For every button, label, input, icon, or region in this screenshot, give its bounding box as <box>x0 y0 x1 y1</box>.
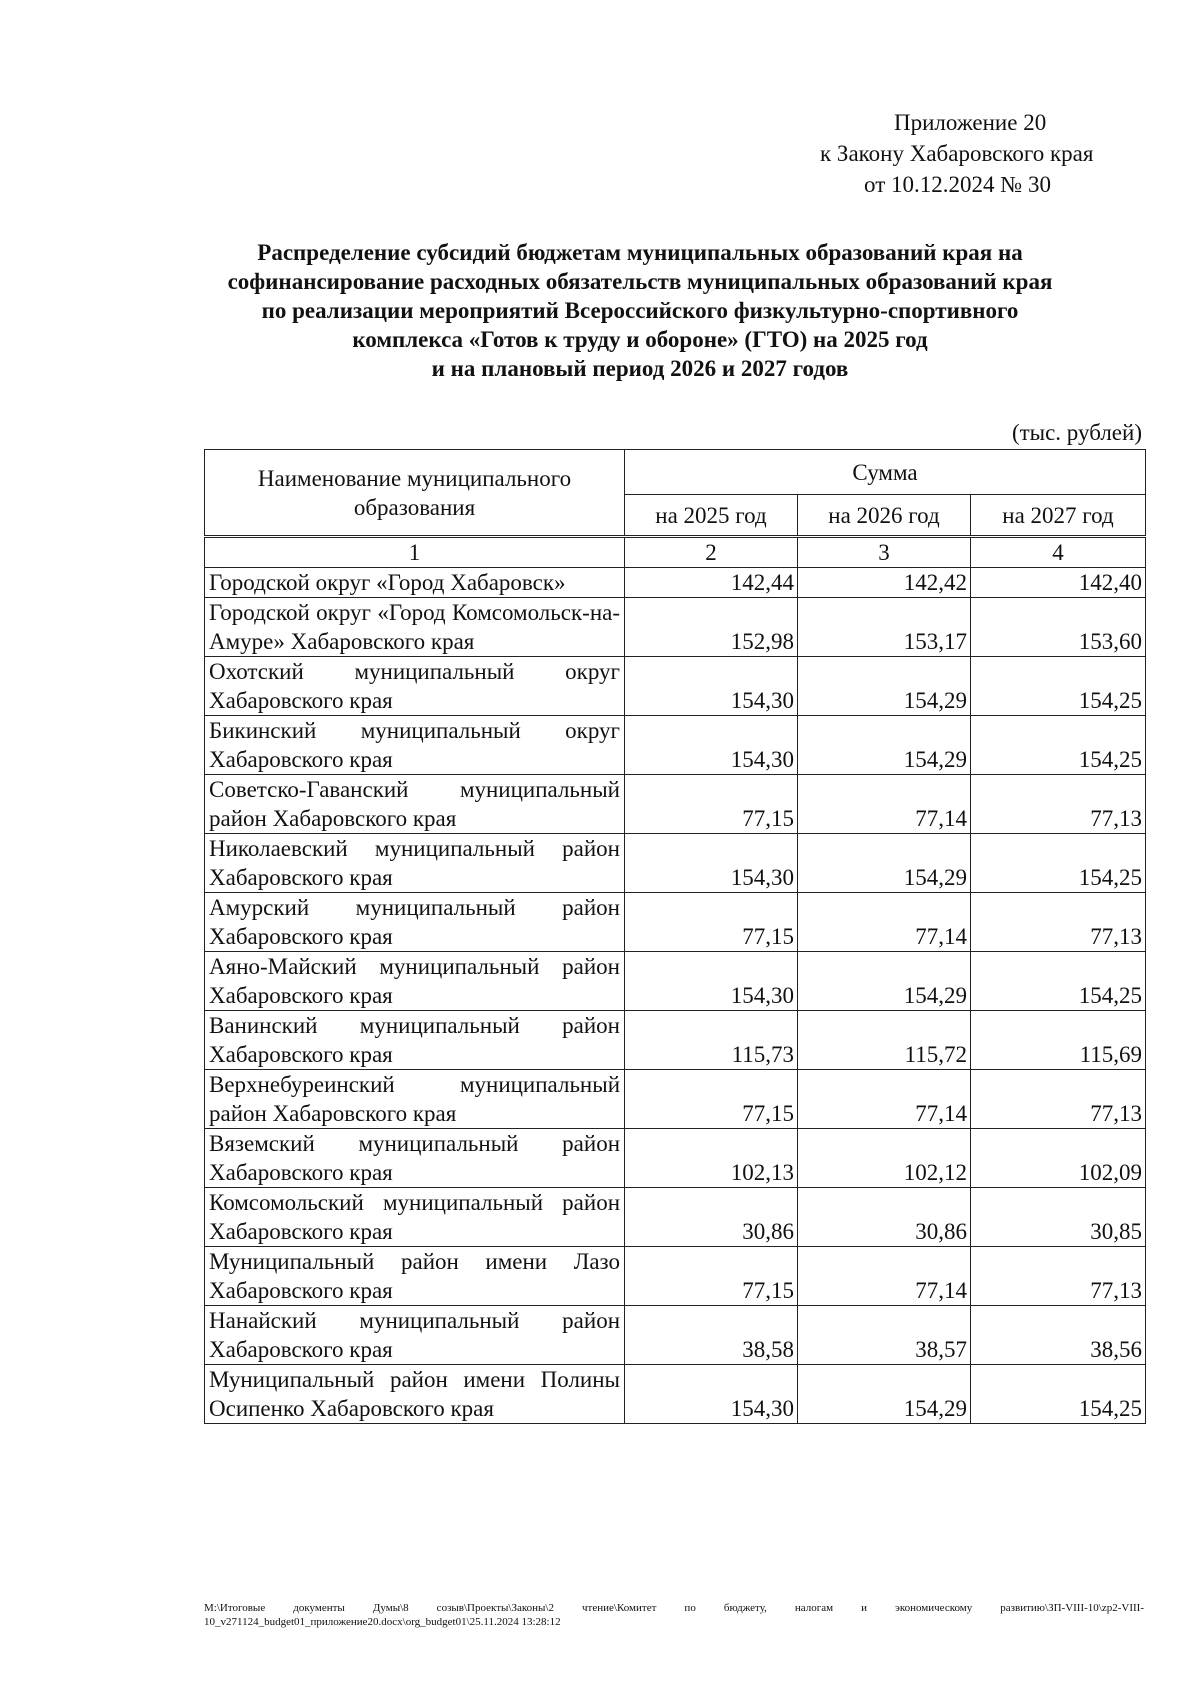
unit-label: (тыс. рублей) <box>1011 420 1142 445</box>
column-number: 1 <box>205 537 625 568</box>
table-row <box>205 1306 1146 1365</box>
table-row <box>205 1365 1146 1424</box>
table-row <box>205 1070 1146 1129</box>
value-2026: 38,57 <box>798 1306 971 1365</box>
title-line: по реализации мероприятий Всероссийского физкультурно-спортивного <box>261 298 1019 323</box>
table-row <box>205 1247 1146 1306</box>
municipality-name: Городской округ «Город Хабаровск» <box>205 568 625 598</box>
value-2027: 115,69 <box>971 1011 1146 1070</box>
value-2025: 77,15 <box>625 1070 798 1129</box>
value-2026: 77,14 <box>798 1070 971 1129</box>
value-2027: 154,25 <box>971 657 1146 716</box>
value-2026: 154,29 <box>798 952 971 1011</box>
value-2025: 115,73 <box>625 1011 798 1070</box>
value-2026: 154,29 <box>798 834 971 893</box>
value-2026: 153,17 <box>798 598 971 657</box>
attachment-block <box>820 107 1150 200</box>
table-row <box>205 952 1146 1011</box>
title-line: и на плановый период 2026 и 2027 годов <box>431 356 849 381</box>
value-2026: 77,14 <box>798 893 971 952</box>
municipality-name: Аяно-Майский муниципальный район Хабаровского края <box>205 952 625 1011</box>
value-2025: 154,30 <box>625 657 798 716</box>
municipality-name: Верхнебуреинский муниципальный район Хабаровского края <box>205 1070 625 1129</box>
column-number: 3 <box>798 537 971 568</box>
value-2026: 102,12 <box>798 1129 971 1188</box>
municipality-name: Амурский муниципальный район Хабаровского края <box>205 893 625 952</box>
value-2027: 153,60 <box>971 598 1146 657</box>
value-2025: 154,30 <box>625 834 798 893</box>
header-sum: Сумма <box>625 450 1146 495</box>
municipality-name: Охотский муниципальный округ Хабаровского края <box>205 657 625 716</box>
municipality-name: Комсомольский муниципальный район Хабаровского края <box>205 1188 625 1247</box>
file-path-footer: М:\Итоговые документы Думы\8 созыв\Проекты\Законы\2 чтение\Комитет по бюджету, налогам и экономическому развитию\ЗП-VIII-10\zp2-VIII-10_v271124_budget01_приложение20.docx\org_budget01\25.11.2024 13:28:12 <box>204 1602 1144 1628</box>
value-2026: 142,42 <box>798 568 971 598</box>
value-2027: 77,13 <box>971 775 1146 834</box>
value-2026: 77,14 <box>798 775 971 834</box>
attachment-date: от 10.12.2024 № 30 <box>864 172 1051 197</box>
value-2025: 77,15 <box>625 775 798 834</box>
municipality-name: Муниципальный район имени Лазо Хабаровского края <box>205 1247 625 1306</box>
value-2026: 115,72 <box>798 1011 971 1070</box>
subsidy-table <box>204 449 1146 1424</box>
municipality-name: Вяземский муниципальный район Хабаровского края <box>205 1129 625 1188</box>
value-2025: 77,15 <box>625 1247 798 1306</box>
value-2027: 77,13 <box>971 1070 1146 1129</box>
municipality-name: Муниципальный район имени Полины Осипенко Хабаровского края <box>205 1365 625 1424</box>
value-2027: 77,13 <box>971 893 1146 952</box>
municipality-name: Ванинский муниципальный район Хабаровского края <box>205 1011 625 1070</box>
table-row <box>205 568 1146 598</box>
value-2025: 154,30 <box>625 716 798 775</box>
attachment-number: Приложение 20 <box>894 110 1047 135</box>
value-2025: 154,30 <box>625 952 798 1011</box>
table-row <box>205 834 1146 893</box>
header-2026: на 2026 год <box>798 495 971 537</box>
table-row <box>205 775 1146 834</box>
value-2027: 30,85 <box>971 1188 1146 1247</box>
table-row <box>205 1129 1146 1188</box>
municipality-name: Городской округ «Город Комсомольск-на-Амуре» Хабаровского края <box>205 598 625 657</box>
municipality-name: Нанайский муниципальный район Хабаровского края <box>205 1306 625 1365</box>
municipality-name: Николаевский муниципальный район Хабаровского края <box>205 834 625 893</box>
municipality-name: Бикинский муниципальный округ Хабаровского края <box>205 716 625 775</box>
value-2025: 152,98 <box>625 598 798 657</box>
table-row <box>205 1188 1146 1247</box>
value-2025: 77,15 <box>625 893 798 952</box>
value-2025: 102,13 <box>625 1129 798 1188</box>
value-2027: 102,09 <box>971 1129 1146 1188</box>
value-2027: 38,56 <box>971 1306 1146 1365</box>
title-line: софинансирование расходных обязательств муниципальных образований края <box>227 269 1053 294</box>
attachment-law: к Закону Хабаровского края <box>820 141 1094 166</box>
value-2026: 154,29 <box>798 716 971 775</box>
value-2025: 142,44 <box>625 568 798 598</box>
value-2026: 77,14 <box>798 1247 971 1306</box>
table-row <box>205 598 1146 657</box>
value-2027: 154,25 <box>971 716 1146 775</box>
value-2027: 154,25 <box>971 1365 1146 1424</box>
value-2027: 77,13 <box>971 1247 1146 1306</box>
column-number: 4 <box>971 537 1146 568</box>
municipality-name: Советско-Гаванский муниципальный район Хабаровского края <box>205 775 625 834</box>
value-2025: 30,86 <box>625 1188 798 1247</box>
table-row <box>205 893 1146 952</box>
header-2027: на 2027 год <box>971 495 1146 537</box>
header-2025: на 2025 год <box>625 495 798 537</box>
table-row <box>205 716 1146 775</box>
table-row <box>205 1011 1146 1070</box>
title-line: комплекса «Готов к труду и обороне» (ГТО) на 2025 год <box>352 327 928 352</box>
value-2025: 154,30 <box>625 1365 798 1424</box>
value-2026: 154,29 <box>798 1365 971 1424</box>
value-2026: 30,86 <box>798 1188 971 1247</box>
title-line: Распределение субсидий бюджетам муниципальных образований края на <box>257 240 1023 265</box>
table-row <box>205 657 1146 716</box>
value-2025: 38,58 <box>625 1306 798 1365</box>
value-2027: 142,40 <box>971 568 1146 598</box>
document-title <box>190 238 1090 383</box>
column-numbers-row <box>205 537 1146 568</box>
column-number: 2 <box>625 537 798 568</box>
value-2026: 154,29 <box>798 657 971 716</box>
value-2027: 154,25 <box>971 834 1146 893</box>
value-2027: 154,25 <box>971 952 1146 1011</box>
header-name: Наименование муниципального образования <box>205 450 625 537</box>
